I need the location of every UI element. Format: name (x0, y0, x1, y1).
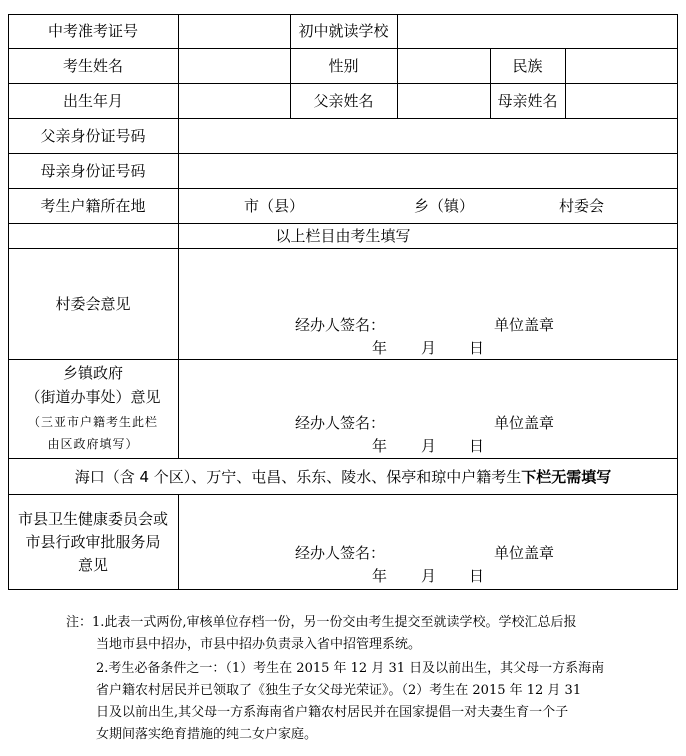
household-label: 考生户籍所在地 (40, 197, 146, 215)
grid-line (8, 589, 678, 590)
grid-line (8, 118, 678, 119)
date-day-label: 日 (469, 437, 485, 455)
approval-bureau-label: 市县行政审批服务局 (25, 533, 161, 551)
seal-label: 单位盖章 (494, 414, 555, 432)
note-2-line-2: 省户籍农村居民并已领取了《独生子女父母光荣证》。（2）考生在 2015 年 12 月 31 (96, 683, 582, 698)
grid-line (178, 14, 179, 248)
date-month-label: 月 (421, 339, 437, 357)
village-committee-label: 村委会 (559, 197, 605, 215)
note-2-line-1: 2.考生必备条件之一：（1）考生在 2015 年 12 月 31 日及以前出生，其父母一方系海南 (96, 661, 605, 676)
note-1-line-2: 当地市县中招办，市县中招办负责录入省中招管理系统。 (96, 637, 422, 652)
student-name-label: 考生姓名 (62, 57, 123, 75)
health-commission-label: 市县卫生健康委员会或 (17, 510, 168, 528)
father-id-label: 父亲身份证号码 (40, 127, 146, 145)
note-2-line-4: 女期间落实绝育措施的纯二女户家庭。 (96, 727, 318, 742)
grid-line (8, 188, 678, 189)
grid-line (8, 494, 678, 495)
school-label: 初中就读学校 (298, 22, 389, 40)
exempt-emphasis-text: 下栏无需填写 (521, 468, 612, 486)
exempt-regions-text: 海口（含 4 个区）、万宁、屯昌、乐东、陵水、保亭和琼中户籍考生 (74, 468, 522, 486)
grid-line (178, 248, 179, 458)
signer-label: 经办人签名： (295, 316, 386, 334)
sanya-note-cont: 由区政府填写） (47, 437, 139, 451)
grid-line (8, 223, 678, 224)
note-2-line-3: 日及以前出生,其父母一方系海南省户籍农村居民并在国家提倡一对夫妻生育一个子 (96, 705, 569, 720)
grid-line (8, 83, 678, 84)
exam-number-label: 中考准考证号 (47, 22, 138, 40)
seal-label: 单位盖章 (494, 544, 555, 562)
birth-date-label: 出生年月 (62, 92, 123, 110)
exempt-notice (8, 468, 678, 486)
grid-line (397, 14, 398, 118)
date-day-label: 日 (469, 567, 485, 585)
grid-line (565, 48, 566, 118)
town-label: 乡（镇） (414, 197, 475, 215)
grid-line (8, 48, 678, 49)
date-year-label: 年 (372, 567, 388, 585)
town-opinion-label: 乡镇政府 (62, 364, 123, 382)
grid-line (8, 248, 678, 249)
grid-line (8, 359, 678, 360)
seal-label: 单位盖章 (494, 316, 555, 334)
date-month-label: 月 (421, 437, 437, 455)
street-office-label: （街道办事处）意见 (25, 388, 161, 406)
grid-line (677, 14, 678, 590)
mother-id-label: 母亲身份证号码 (40, 162, 146, 180)
grid-line (178, 494, 179, 590)
date-day-label: 日 (469, 339, 485, 357)
gender-label: 性别 (328, 57, 359, 75)
sanya-note: （三亚市户籍考生此栏 (27, 415, 158, 429)
village-opinion-label: 村委会意见 (55, 295, 131, 313)
signer-label: 经办人签名： (295, 544, 386, 562)
note-1-line-1: 注：1.此表一式两份,审核单位存档一份，另一份交由考生提交至就读学校。学校汇总后报 (66, 615, 577, 630)
fill-notice: 以上栏目由考生填写 (275, 227, 411, 245)
grid-line (8, 153, 678, 154)
father-name-label: 父亲姓名 (313, 92, 374, 110)
date-year-label: 年 (372, 437, 388, 455)
date-year-label: 年 (372, 339, 388, 357)
grid-line (8, 14, 678, 15)
mother-name-label: 母亲姓名 (497, 92, 558, 110)
signer-label: 经办人签名： (295, 414, 386, 432)
date-month-label: 月 (421, 567, 437, 585)
ethnicity-label: 民族 (512, 57, 543, 75)
city-county-label: 市（县） (244, 197, 305, 215)
application-form-table (8, 14, 678, 590)
county-opinion-label: 意见 (77, 556, 108, 574)
grid-line (8, 458, 678, 459)
